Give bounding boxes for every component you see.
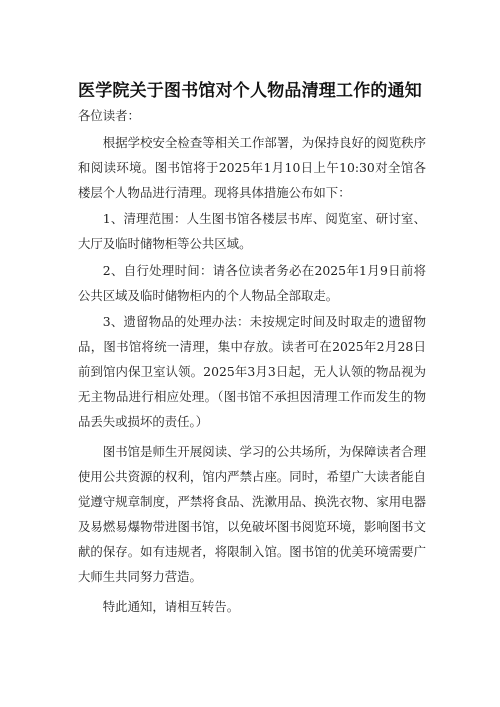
paragraph-deadline: 2、自行处理时间：请各位读者务必在2025年1月9日前将公共区域及临时储物柜内的个人物品全部取走。 (78, 262, 426, 303)
paragraph-handling: 3、遗留物品的处理办法：未按规定时间及时取走的遗留物品，图书馆将统一清理，集中存放。读者可在2025年2月28日前到馆内保卫室认领。2025年3月3日起，无人认领的物品视为无主物品进行相应处理。（图书馆不承担因清理工作而发生的物品丢失或损坏的责任。） (78, 314, 426, 429)
document-body (78, 103, 426, 619)
paragraph-intro: 根据学校安全检查等相关工作部署，为保持良好的阅览秩序和阅读环境。图书馆将于2025年1月10日上午10:30对全馆各楼层个人物品进行清理。现将具体措施公布如下： (78, 134, 426, 200)
paragraph-scope: 1、清理范围：人生图书馆各楼层书库、阅览室、研讨室、大厅及临时储物柜等公共区域。 (78, 211, 426, 251)
paragraph-closing: 特此通知，请相互转告。 (102, 599, 240, 614)
document-title: 医学院关于图书馆对个人物品清理工作的通知 (78, 81, 422, 101)
paragraph-rules: 图书馆是师生开展阅读、学习的公共场所，为保障读者合理使用公共资源的权利，馆内严禁占座。同时，希望广大读者能自觉遵守规章制度，严禁将食品、洗漱用品、换洗衣物、家用电器及易燃易爆物带进图书馆，以免破坏图书阅览环境，影响图书文献的保存。如有违规者，将限制入馆。图书馆的优美环境需要广大师生共同努力营造。 (78, 444, 426, 584)
salutation: 各位读者： (78, 108, 140, 123)
